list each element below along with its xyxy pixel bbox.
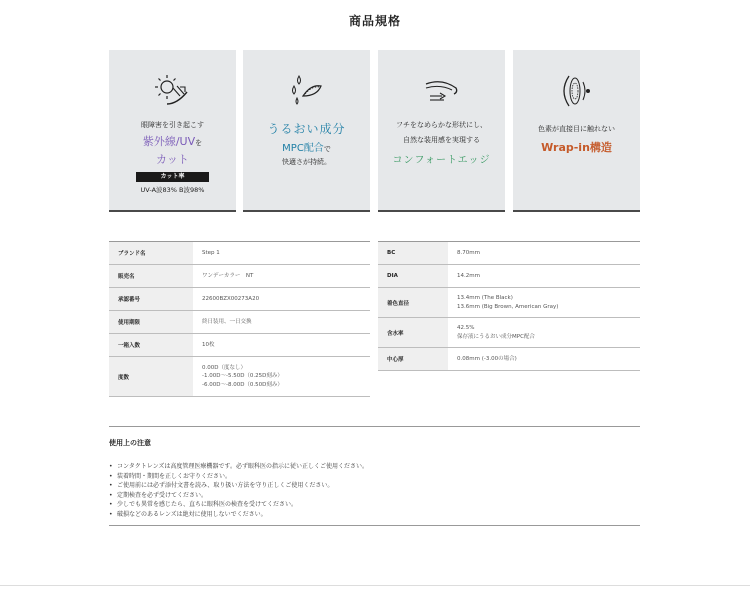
notes-title: 使用上の注意 [109, 439, 151, 447]
spec-value: 0.00D（度なし） [202, 365, 246, 372]
spec-row [109, 265, 370, 288]
card2-line1: うるおい成分 [267, 122, 346, 136]
card2-line2-main: MPC配合 [282, 143, 324, 154]
list-item: • コンタクトレンズは高度管理医療機器です。必ず眼科医の指示に従い正しくご使用ください。 [109, 462, 640, 472]
usage-notes [109, 426, 640, 526]
spec-label: DIA [378, 265, 448, 287]
footer-divider [0, 585, 750, 586]
spec-row [378, 318, 640, 348]
spec-label: ブランド名 [109, 242, 193, 264]
spec-value: Step 1 [202, 249, 220, 256]
spec-label: 含水率 [378, 318, 448, 347]
spec-value: 14.2mm [457, 272, 480, 279]
card4-line1: 色素が直接目に触れない [538, 125, 615, 133]
spec-value: 10枚 [202, 341, 215, 348]
spec-row [109, 288, 370, 311]
spec-label: 一箱入数 [109, 334, 193, 356]
spec-value: 0.08mm (-3.00の場合) [457, 355, 517, 362]
card1-line2-small: を [195, 139, 203, 147]
spec-table-left [109, 241, 370, 397]
spec-table-right [378, 241, 640, 371]
spec-value: 保存液にうるおい成分MPC配合 [457, 333, 535, 340]
spec-value: -6.00D〜-8.00D（0.50D刻み） [202, 381, 283, 388]
spec-label: 使用期限 [109, 311, 193, 333]
list-item: • 定期検査を必ず受けてください。 [109, 491, 640, 501]
list-item: • 破損などのあるレンズは絶対に使用しないでください。 [109, 510, 640, 520]
spec-label: 中心厚 [378, 348, 448, 370]
spec-row [109, 357, 370, 397]
card4-line2: Wrap-in構造 [541, 141, 612, 154]
uv-rates: UV-A波83% B波98% [140, 186, 205, 194]
feature-cards [109, 50, 640, 212]
card3-line2: 自然な装用感を実現する [403, 136, 480, 144]
spec-label: 販売名 [109, 265, 193, 287]
spec-value: 8.70mm [457, 249, 480, 256]
list-item: • ご使用前には必ず添付文書を読み、取り扱い方法を守り正しくご使用ください。 [109, 481, 640, 491]
spec-value: 42.5% [457, 325, 475, 332]
spec-label: 度数 [109, 357, 193, 396]
wrap-lens-icon [513, 74, 640, 114]
feature-card-comfort-edge [378, 50, 505, 212]
cut-rate-badge: カット率 [136, 172, 209, 182]
spec-row [378, 242, 640, 265]
spec-value: 13.6mm (Big Brown, American Gray) [457, 303, 559, 310]
moisture-drops-icon [243, 74, 370, 114]
card1-line1: 眼障害を引き起こす [141, 121, 204, 129]
card3-line1: フチをなめらかな形状にし、 [396, 121, 487, 129]
spec-value: -1.00D〜-5.50D（0.25D刻み） [202, 373, 283, 380]
feature-card-uv-cut [109, 50, 236, 212]
notes-list [109, 462, 640, 520]
spec-row [109, 242, 370, 265]
card3-line3: コンフォートエッジ [392, 155, 491, 166]
spec-row [109, 334, 370, 357]
list-item: • 少しでも異常を感じたら、直ちに眼科医の検査を受けてください。 [109, 500, 640, 510]
spec-value: 13.4mm (The Black) [457, 295, 513, 302]
spec-row [378, 265, 640, 288]
spec-label: 着色直径 [378, 288, 448, 317]
card1-line2-main: 紫外線/UV [142, 135, 196, 148]
spec-row [378, 288, 640, 318]
spec-label: BC [378, 242, 448, 264]
feature-card-wrap-in [513, 50, 640, 212]
sun-shield-icon [109, 74, 236, 114]
card2-line2-small: で [323, 145, 331, 153]
spec-label: 承認番号 [109, 288, 193, 310]
card1-line3: カット [156, 153, 189, 166]
card2-line3: 快適さが持続。 [282, 158, 331, 166]
spec-value: ワンデーカラー NT [202, 272, 254, 279]
smooth-edge-icon [378, 74, 505, 114]
spec-value: 22600BZX00273A20 [202, 295, 260, 302]
page-title: 商品規格 [348, 14, 401, 28]
list-item: • 装着時間・期間を正しくお守りください。 [109, 472, 640, 482]
feature-card-mpc [243, 50, 370, 212]
spec-row [109, 311, 370, 334]
spec-value: 終日装用、一日交換 [202, 318, 252, 325]
spec-row [378, 348, 640, 371]
